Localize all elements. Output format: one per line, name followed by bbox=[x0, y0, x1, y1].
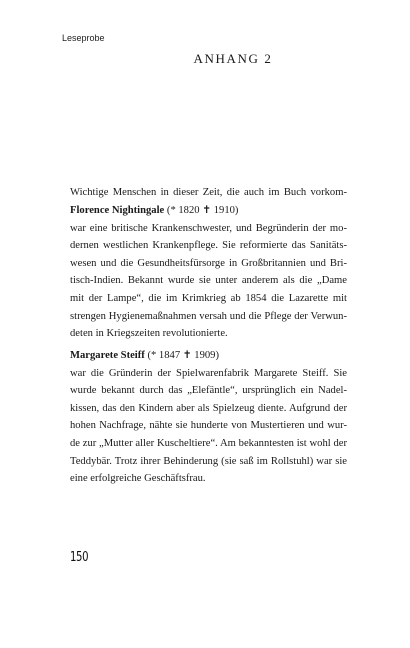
entry-heading bbox=[70, 202, 347, 220]
entry-text-line: mit der Lampe“, die im Krimkrieg ab 1854 die Lazarette mit bbox=[70, 292, 347, 304]
entry-dates: (* 1847 ✝ 1909) bbox=[144, 350, 220, 361]
entry-dates: (* 1820 ✝ 1910) bbox=[164, 205, 239, 216]
entry-text-line: Teddybär. Trotz ihrer Behinderung (sie saß im Rollstuhl) war sie bbox=[70, 455, 347, 467]
entry-text-line: hohen Nachfrage, nähte sie hunderte von Mustertieren und wur- bbox=[70, 420, 347, 432]
entry-name: Florence Nightingale bbox=[70, 205, 165, 216]
entry-text-line: eine erfolgreiche Geschäftsfrau. bbox=[70, 473, 206, 485]
intro-line: Wichtige Menschen in dieser Zeit, die auch im Buch vorkom- bbox=[70, 187, 347, 198]
chapter-title: ANHANG 2 bbox=[193, 51, 273, 66]
entry-text-line: wurde bekannt durch das „Elefäntle“, ursprünglich ein Nadel- bbox=[70, 385, 347, 397]
entry-florence-nightingale bbox=[70, 202, 347, 343]
entry-text-line: tisch-Indien. Bekannt wurde sie unter anderem als die „Dame bbox=[70, 275, 347, 287]
entry-text-line: wesen und die Gesundheitsfürsorge in Großbritannien und Bri- bbox=[70, 257, 347, 269]
entry-text-line: dernen westlichen Krankenpflege. Sie reformierte das Sanitäts- bbox=[70, 240, 347, 252]
entry-text-line: deten in Kriegszeiten revolutionierte. bbox=[70, 328, 228, 340]
entry-text-line: de zur „Mutter aller Kuscheltiere“. Am bekanntesten ist wohl der bbox=[70, 437, 347, 449]
page-number: 150 bbox=[70, 550, 89, 565]
entry-text-line: war eine britische Krankenschwester, und Begründerin der mo- bbox=[70, 222, 347, 234]
entry-text-line: strengen Hygienemaßnahmen versah und die Pflege der Verwun- bbox=[70, 310, 347, 322]
entry-heading bbox=[70, 347, 347, 365]
entry-text-line: kissen, das den Kindern aber als Spielzeug diente. Aufgrund der bbox=[70, 402, 347, 414]
entry-margarete-steiff bbox=[70, 347, 347, 488]
entry-name: Margarete Steiff bbox=[70, 350, 145, 361]
intro-paragraph bbox=[70, 184, 347, 202]
entry-text-line: war die Gründerin der Spielwarenfabrik Margarete Steiff. Sie bbox=[70, 367, 347, 379]
preview-label: Leseprobe bbox=[62, 33, 105, 43]
